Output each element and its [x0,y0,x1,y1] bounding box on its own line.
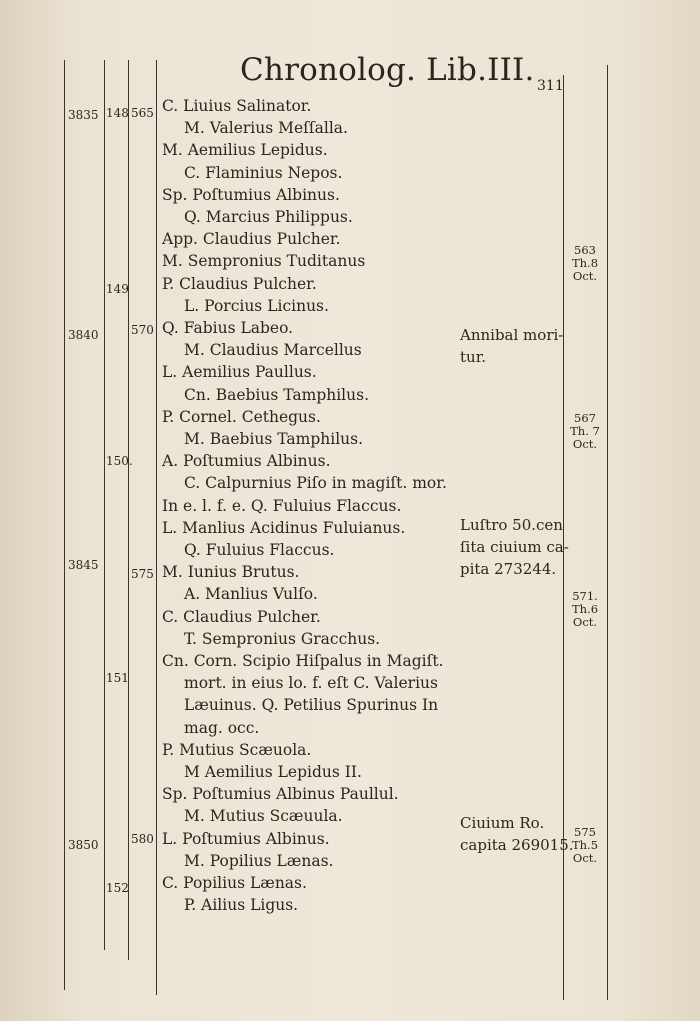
consul-line: C. Flaminius Nepos. [184,163,343,182]
event-note-line: capita 269015. [460,836,574,854]
consul-line: App. Claudius Pulcher. [162,230,341,249]
olympiad-number: 150. [106,454,133,468]
column-rule [64,60,65,990]
consul-line: Q. Marcius Philippus. [184,208,353,226]
consul-line: P. Ailius Ligus. [184,896,299,915]
consul-line: M. Sempronius Tuditanus [162,252,366,271]
consul-line: Q. Fabius Labeo. [162,319,294,337]
consul-line: C. Liuius Salinator. [162,97,312,115]
olympiad-number: 149 [106,282,129,296]
column-rule [156,60,157,995]
event-note-line: tur. [460,348,486,366]
consul-line: M. Mutius Scæuula. [184,807,343,826]
margin-note: 563 Th.8 Oct. [571,243,599,283]
consul-line: mag. occ. [184,718,260,737]
consul-line: C. Popilius Lænas. [162,874,307,892]
column-rule [607,65,608,1000]
olympiad-number: 151 [106,671,129,685]
page-number: 311 [537,78,564,94]
consul-line: M. Iunius Brutus. [162,563,300,582]
year-number: 3840 [68,328,99,342]
olympiad-number: 152 [106,881,129,895]
consul-line: Cn. Corn. Scipio Hiſpalus in Magiſt. [162,652,444,670]
consul-line: Sp. Poſtumius Albinus. [162,185,340,204]
olympiad-number: 148 [106,106,129,120]
consul-line: M. Baebius Tamphilus. [184,430,364,448]
column-rule [128,60,129,960]
year-number: 3835 [68,108,99,122]
urbs-year-number: 575 [131,567,154,581]
event-note-line: Luſtro 50.cen [460,516,563,534]
page-title: Chronolog. Lib.III. [240,52,535,88]
event-note-line: Ciuium Ro. [460,814,545,832]
year-number: 3850 [68,838,99,852]
consul-line: M. Aemilius Lepidus. [162,141,328,160]
margin-note: 567 Th. 7 Oct. [570,411,600,451]
consul-line: A. Manlius Vulſo. [184,585,318,604]
consul-line: L. Poſtumius Albinus. [162,829,330,848]
consul-line: L. Porcius Licinus. [184,296,329,315]
margin-note: 575 Th.5 Oct. [571,825,599,865]
consul-line: A. Poſtumius Albinus. [162,452,331,471]
urbs-year-number: 570 [131,323,154,337]
consul-line: M. Popilius Lænas. [184,851,334,870]
margin-note: 571. Th.6 Oct. [571,589,599,629]
consul-line: L. Manlius Acidinus Fuluianus. [162,518,406,537]
consul-line: M. Claudius Marcellus [184,341,362,360]
consul-line: C. Claudius Pulcher. [162,607,321,626]
consul-line: P. Cornel. Cethegus. [162,407,321,426]
consul-line: Sp. Poſtumius Albinus Paullul. [162,785,399,804]
urbs-year-number: 580 [131,832,154,846]
year-number: 3845 [68,558,99,572]
event-note-line: Annibal mori- [460,326,564,344]
consul-line: M. Valerius Meſſalla. [184,119,348,138]
consul-line: mort. in eius lo. f. eſt C. Valerius [184,674,438,693]
consul-line: C. Calpurnius Piſo in magiſt. mor. [184,474,447,493]
consul-line: Cn. Baebius Tamphilus. [184,385,370,404]
event-note-line: ſita ciuium ca- [460,538,569,556]
consul-line: In e. l. f. e. Q. Fuluius Flaccus. [162,496,402,515]
column-rule [104,60,105,950]
consul-line: M Aemilius Lepidus II. [184,763,362,781]
consul-line: P. Mutius Scæuola. [162,740,312,759]
consul-line: P. Claudius Pulcher. [162,274,317,293]
consul-line: T. Sempronius Gracchus. [184,629,381,648]
consul-line: Læuinus. Q. Petilius Spurinus In [184,696,439,715]
event-note-line: pita 273244. [460,560,557,578]
consul-line: L. Aemilius Paullus. [162,363,317,382]
urbs-year-number: 565 [131,106,154,120]
consul-line: Q. Fuluius Flaccus. [184,541,335,559]
